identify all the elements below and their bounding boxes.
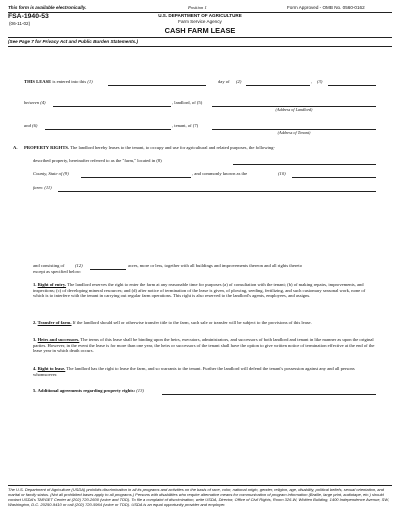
item-1-text: The landlord reserves the right to enter the farm at any reasonable time for purposes (a) of consultation with the tenant; (b) of making repairs, improvements, and inspections; (c) of developing mineral resources; and (d) after notice of termination of the lease is given, of plowing, seeding, fertilizing, and such customary seasonal work, none of which is to interfere with the tenant in carrying out regular farm operations. This right is also reserved to the landlord's agents, employees, and assigns. bbox=[33, 282, 366, 299]
field-6-tenant[interactable] bbox=[45, 129, 171, 130]
item-2-title: Transfer of farm. bbox=[37, 320, 72, 325]
tenant-of-label: , tenant, of (7) bbox=[172, 123, 199, 128]
field-10-farm-name[interactable] bbox=[292, 177, 376, 178]
item-4-text: The landlord has the right to lease the farm, and so warrants to the tenant. Further the landlord will defend the tenant's possession against any and all persons whomsoever. bbox=[33, 366, 355, 377]
address-landlord-caption: (Address of Landlord) bbox=[275, 107, 313, 112]
position-label: Position 1 bbox=[188, 5, 207, 10]
comma: , bbox=[311, 79, 313, 84]
county-state-label: County, State of (9) bbox=[33, 171, 69, 176]
except-text: except as specified below: bbox=[33, 269, 82, 274]
field-11-farm-description[interactable] bbox=[58, 191, 376, 192]
form-number: FSA-1940-53 bbox=[8, 13, 49, 20]
electronic-notice: This form is available electronically. bbox=[8, 5, 87, 10]
footer-rule bbox=[8, 485, 392, 486]
privacy-rule bbox=[8, 46, 392, 47]
acres-text: acres, more or less, together with all buildings and improvements thereon and all rights thereto bbox=[128, 263, 303, 268]
agency-line2: Farm Service Agency bbox=[178, 19, 222, 24]
section-a-heading: PROPERTY RIGHTS. bbox=[24, 145, 70, 150]
item-right-of-entry bbox=[33, 282, 376, 299]
field-13-additional-agreements[interactable] bbox=[162, 394, 376, 395]
commonly-known-label: , and commonly known as the bbox=[192, 171, 248, 176]
form-title: CASH FARM LEASE bbox=[164, 26, 236, 35]
described-text: described property, hereinafter referred to as the "farm," located in (8) bbox=[33, 158, 162, 163]
item-heirs-and-successors bbox=[33, 337, 376, 354]
item-transfer-of-farm bbox=[33, 320, 376, 326]
field-8-location[interactable] bbox=[233, 164, 376, 165]
item-3-number: 3. bbox=[33, 337, 37, 342]
day-of-label: day of bbox=[218, 79, 230, 84]
field-10-label: (10) bbox=[278, 171, 286, 176]
item-additional-agreements bbox=[33, 388, 376, 394]
field-4-landlord[interactable] bbox=[53, 106, 171, 107]
field-12-acres[interactable] bbox=[90, 269, 126, 270]
item-5-title: Additional agreements regarding property rights: bbox=[37, 388, 136, 393]
item-3-title: Heirs and successors. bbox=[37, 337, 80, 342]
item-1-number: 1. bbox=[33, 282, 37, 287]
nondiscrimination-statement: The U.S. Department of Agriculture (USDA) prohibits discrimination in all its programs and activities on the basis of race, color, national origin, gender, religion, age, disability, political beliefs, sexual orientation, and marital or family status. (Not all prohibited bases apply to all programs.) Persons with disabilities who require alternative means for communication of program information (Braille, large print, audiotape, etc.) should contact USDA's TARGET Center at (202) 720-2600 (voice and TDD). To file a complaint of discrimination, write USDA, Director, Office of Civil Rights, Room 326-W, Whitten Building, 1400 Independence Avenue, SW, Washington, D.C. 20250-9410 or call (202) 720-5964 (voice or TDD). USDA is an equal opportunity provider and employer. bbox=[8, 487, 390, 507]
field-1-day[interactable] bbox=[108, 85, 206, 86]
item-3-text: The terms of this lease shall be binding upon the heirs, executors, administrators, and successors of both landlord and tenant in like manner as upon the original parties. However, in the event the lease is for more than one year, the heirs or successors of the tenant shall have the option to give written notice of termination effective at the end of the lease year in which death occurs. bbox=[33, 337, 375, 354]
consisting-label: and consisting of bbox=[33, 263, 65, 268]
address-tenant-caption: (Address of Tenant) bbox=[277, 130, 311, 135]
item-right-to-lease bbox=[33, 366, 376, 377]
field-3-year[interactable] bbox=[328, 85, 376, 86]
landlord-of-label: , landlord, of (5) bbox=[172, 100, 203, 105]
section-a-text: The landlord hereby leases to the tenant, to occupy and use for agricultural and related purposes, the following- bbox=[70, 145, 275, 150]
item-5-number: 5. bbox=[33, 388, 37, 393]
agency-line1: U.S. DEPARTMENT OF AGRICULTURE bbox=[158, 13, 242, 18]
item-2-number: 2. bbox=[33, 320, 37, 325]
item-4-title: Right to lease. bbox=[37, 366, 66, 371]
section-a-intro bbox=[24, 145, 376, 151]
item-1-title: Right of entry. bbox=[37, 282, 67, 287]
described-label bbox=[33, 158, 162, 164]
field-3-label: (3) bbox=[317, 79, 323, 84]
field-2-label: (2) bbox=[236, 79, 242, 84]
header-bottom-rule bbox=[8, 37, 392, 38]
farm-11-label: farm: (11) bbox=[33, 185, 52, 190]
form-date: (06-11-02) bbox=[9, 21, 31, 26]
and-label: and (6) bbox=[24, 123, 38, 128]
field-2-month[interactable] bbox=[246, 85, 310, 86]
field-9-state[interactable] bbox=[81, 177, 191, 178]
lease-entered-label: THIS LEASE is entered into this (1) bbox=[24, 79, 93, 84]
item-4-number: 4. bbox=[33, 366, 37, 371]
lease-entered-text: is entered into this (1) bbox=[52, 79, 93, 84]
item-2-text: If the landlord should sell or otherwise transfer title to the farm, such sale or transfer will be subject to the provisions of this lease. bbox=[72, 320, 312, 325]
between-label: between (4) bbox=[24, 100, 46, 105]
item-5-field-label: (13) bbox=[136, 388, 144, 393]
field-12-label: (12) bbox=[75, 263, 83, 268]
omb-number: Form Approved - OMB No. 0560-0162 bbox=[287, 5, 365, 10]
privacy-note: (See Page 7 for Privacy Act and Public Burden Statements.) bbox=[8, 39, 139, 44]
section-a-label: A. bbox=[13, 145, 18, 150]
